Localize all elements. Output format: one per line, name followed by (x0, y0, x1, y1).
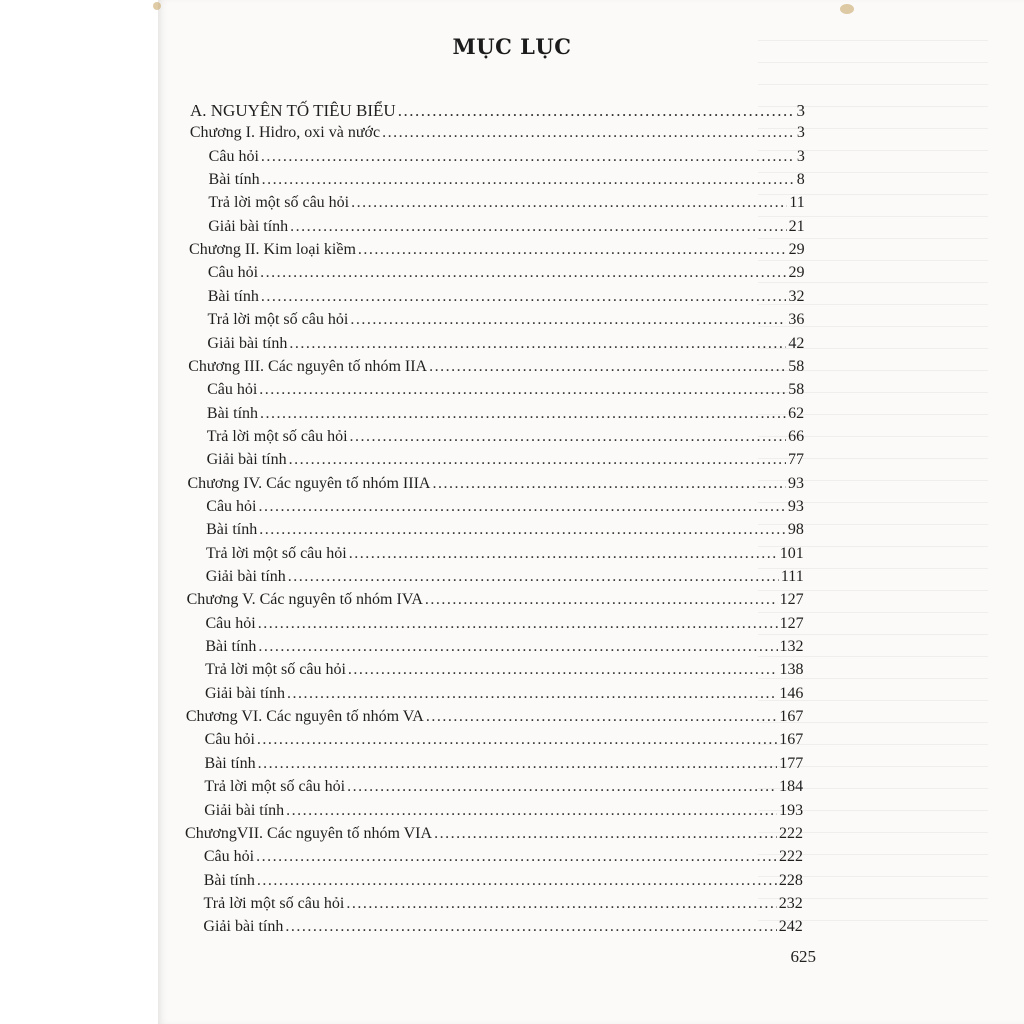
dot-leader (351, 194, 787, 212)
toc-entry-page: 222 (778, 848, 803, 866)
toc-item-row (206, 568, 804, 590)
toc-entry-label: Giải bài tính (205, 568, 286, 585)
toc-item-row (205, 755, 804, 777)
toc-entry-label: Chương II. Kim loại kiềm (189, 241, 356, 259)
toc-entry-label: Câu hỏi (204, 731, 255, 749)
toc-entry-page: 98 (787, 521, 804, 539)
toc-item-row (208, 264, 805, 286)
toc-item-row (205, 661, 803, 683)
toc-entry-page: 66 (788, 427, 805, 445)
dot-leader (261, 288, 787, 306)
dot-leader (382, 124, 795, 142)
toc-item-row (209, 148, 805, 170)
toc-entry-page: 32 (788, 287, 805, 305)
toc-item-row (207, 405, 804, 427)
toc-entry-page: 177 (779, 754, 804, 772)
toc-entry-page: 93 (787, 497, 804, 515)
toc-entry-label: Giải bài tính (203, 918, 284, 936)
toc-entry-page: 62 (788, 404, 805, 422)
toc-entry-label: Câu hỏi (205, 614, 256, 632)
toc-chapter-row (190, 124, 805, 146)
toc-entry-label: Chương IV. Các nguyên tố nhóm IIIA (187, 474, 431, 492)
toc-entry-label: Câu hỏi (208, 147, 259, 165)
dot-leader (260, 264, 786, 282)
dot-leader (348, 661, 778, 679)
toc-entry-label: Câu hỏi (206, 497, 257, 515)
toc-entry-label: Trả lời một số câu hỏi (204, 778, 346, 796)
toc-entry-label: Trả lời một số câu hỏi (205, 544, 347, 562)
dot-leader (259, 381, 786, 399)
toc-entry-page: 242 (778, 918, 803, 936)
toc-entry-label: Bài tính (208, 171, 260, 189)
toc-entry-page: 3 (796, 147, 805, 165)
dot-leader (425, 591, 778, 609)
toc-item-row (206, 521, 804, 543)
dot-leader (349, 545, 778, 563)
toc-chapter-row (186, 708, 803, 730)
toc-item-row (208, 288, 805, 310)
toc-entry-label: Chương V. Các nguyên tố nhóm IVA (186, 591, 423, 609)
toc-item-row (207, 451, 804, 473)
toc-entry-page: 146 (779, 684, 804, 702)
dot-leader (286, 802, 777, 820)
toc-item-row (207, 381, 804, 403)
toc-chapter-row (187, 475, 804, 497)
toc-item-row (204, 778, 803, 800)
toc-entry-label: Chương VI. Các nguyên tố nhóm VA (185, 708, 424, 726)
toc-entry-label: Chương III. Các nguyên tố nhóm IIA (188, 357, 428, 375)
toc-entry-label: Trả lời một số câu hỏi (206, 427, 348, 445)
page-number: 625 (790, 947, 816, 966)
toc-entry-page: 138 (779, 661, 804, 679)
toc-entry-label: Câu hỏi (203, 848, 255, 866)
dot-leader (258, 755, 778, 773)
dot-leader (350, 311, 786, 329)
dot-leader (287, 685, 777, 703)
toc-entry-label: Trả lời một số câu hỏi (205, 661, 346, 679)
toc-item-row (208, 311, 805, 333)
dot-leader (259, 521, 786, 539)
toc-item-row (204, 802, 803, 824)
dot-leader (257, 731, 777, 749)
toc-entry-page: 193 (779, 801, 804, 819)
dot-leader (432, 475, 786, 493)
dot-leader (256, 848, 777, 866)
toc-entry-page: 167 (779, 708, 804, 726)
toc-item-row (205, 615, 803, 637)
toc-entry-label: Trả lời một số câu hỏi (203, 894, 345, 912)
toc-item-row (206, 498, 804, 520)
toc-entry-page: 77 (788, 451, 805, 469)
toc-chapter-row (185, 825, 803, 847)
toc-entry-page: 36 (788, 311, 805, 329)
dot-leader (257, 872, 777, 890)
toc-entry-label: Câu hỏi (207, 381, 258, 399)
toc-item-row (206, 545, 804, 567)
toc-entry-page: 58 (788, 357, 805, 375)
dot-leader (260, 405, 786, 423)
dot-leader (285, 918, 776, 936)
toc-entry-label: Bài tính (203, 871, 255, 889)
toc-entry-label: Bài tính (204, 754, 256, 772)
toc-entry-page: 228 (778, 871, 803, 889)
toc-entry-page: 222 (779, 824, 803, 842)
toc-entry-page: 132 (779, 638, 804, 656)
toc-entry-page: 58 (788, 381, 805, 399)
toc-item-row (207, 428, 804, 450)
toc-entry-label: Giải bài tính (205, 684, 285, 702)
toc-item-row (208, 194, 804, 216)
toc-section-row (190, 101, 805, 123)
dot-leader (261, 148, 795, 166)
toc-entry-label: Trả lời một số câu hỏi (207, 311, 349, 329)
toc-entry-page: 21 (788, 217, 805, 235)
toc-entry-label: Câu hỏi (207, 264, 259, 282)
toc-item-row (209, 171, 805, 193)
dot-leader (434, 825, 777, 843)
toc-entry-label: Bài tính (206, 521, 258, 539)
toc-entry-page: 29 (788, 241, 805, 259)
dot-leader (258, 498, 785, 516)
toc-entry-page: 93 (787, 474, 804, 492)
toc-entry-page: 127 (779, 591, 804, 609)
toc-entry-page: 232 (778, 894, 803, 912)
dot-leader (289, 451, 786, 469)
toc-entry-label: Giải bài tính (204, 801, 285, 819)
toc-entry-page: 167 (779, 731, 804, 749)
toc-chapter-row (187, 591, 804, 613)
toc-item-row (203, 918, 802, 940)
toc-entry-label: Bài tính (207, 287, 259, 305)
toc-item-row (204, 872, 803, 894)
page-title: MỤC LỤC (452, 34, 572, 59)
toc-entry-label: Giải bài tính (208, 217, 289, 235)
dot-leader (262, 171, 795, 189)
dot-leader (350, 428, 787, 446)
toc-item-row (205, 685, 803, 707)
toc-item-row (204, 848, 803, 870)
dot-leader (429, 358, 786, 376)
toc-entry-page: 101 (779, 544, 804, 562)
toc-entry-page: 127 (779, 614, 804, 632)
toc-entry-page: 29 (788, 264, 805, 282)
toc-entry-label: Chương I. Hidro, oxi và nước (189, 124, 381, 142)
dot-leader (346, 895, 776, 913)
dot-leader (398, 101, 795, 121)
dot-leader (347, 778, 777, 796)
toc-entry-label: Bài tính (205, 638, 257, 656)
dot-leader (289, 335, 786, 353)
dot-leader (426, 708, 777, 726)
toc-entry-label: Giải bài tính (206, 451, 287, 469)
dot-leader (258, 638, 777, 656)
toc-entry-label: A. NGUYÊN TỐ TIÊU BIỂU (190, 101, 396, 120)
toc-item-row (205, 638, 803, 660)
toc-entry-label: Giải bài tính (207, 334, 288, 352)
toc-entry-page: 42 (788, 334, 805, 352)
toc-entry-label: Trả lời một số câu hỏi (208, 194, 350, 212)
toc-item-row (207, 335, 804, 357)
dot-leader (258, 615, 778, 633)
dot-leader (358, 241, 787, 259)
toc-entry-page: 3 (796, 101, 805, 120)
toc-item-row (205, 731, 804, 753)
toc-entry-page: 11 (789, 194, 805, 212)
toc-entry-page: 3 (796, 124, 805, 142)
toc-item-row (208, 218, 804, 240)
toc-entry-label: Bài tính (206, 404, 259, 422)
toc-entry-label: ChươngVII. Các nguyên tố nhóm VIA (185, 824, 433, 842)
toc-chapter-row (188, 358, 804, 380)
toc-item-row (204, 895, 803, 917)
toc-chapter-row (189, 241, 805, 263)
dot-leader (290, 218, 786, 236)
dot-leader (288, 568, 779, 586)
toc-entry-page: 111 (780, 568, 804, 585)
toc-entry-page: 8 (796, 171, 805, 189)
toc-entry-page: 184 (779, 778, 804, 796)
